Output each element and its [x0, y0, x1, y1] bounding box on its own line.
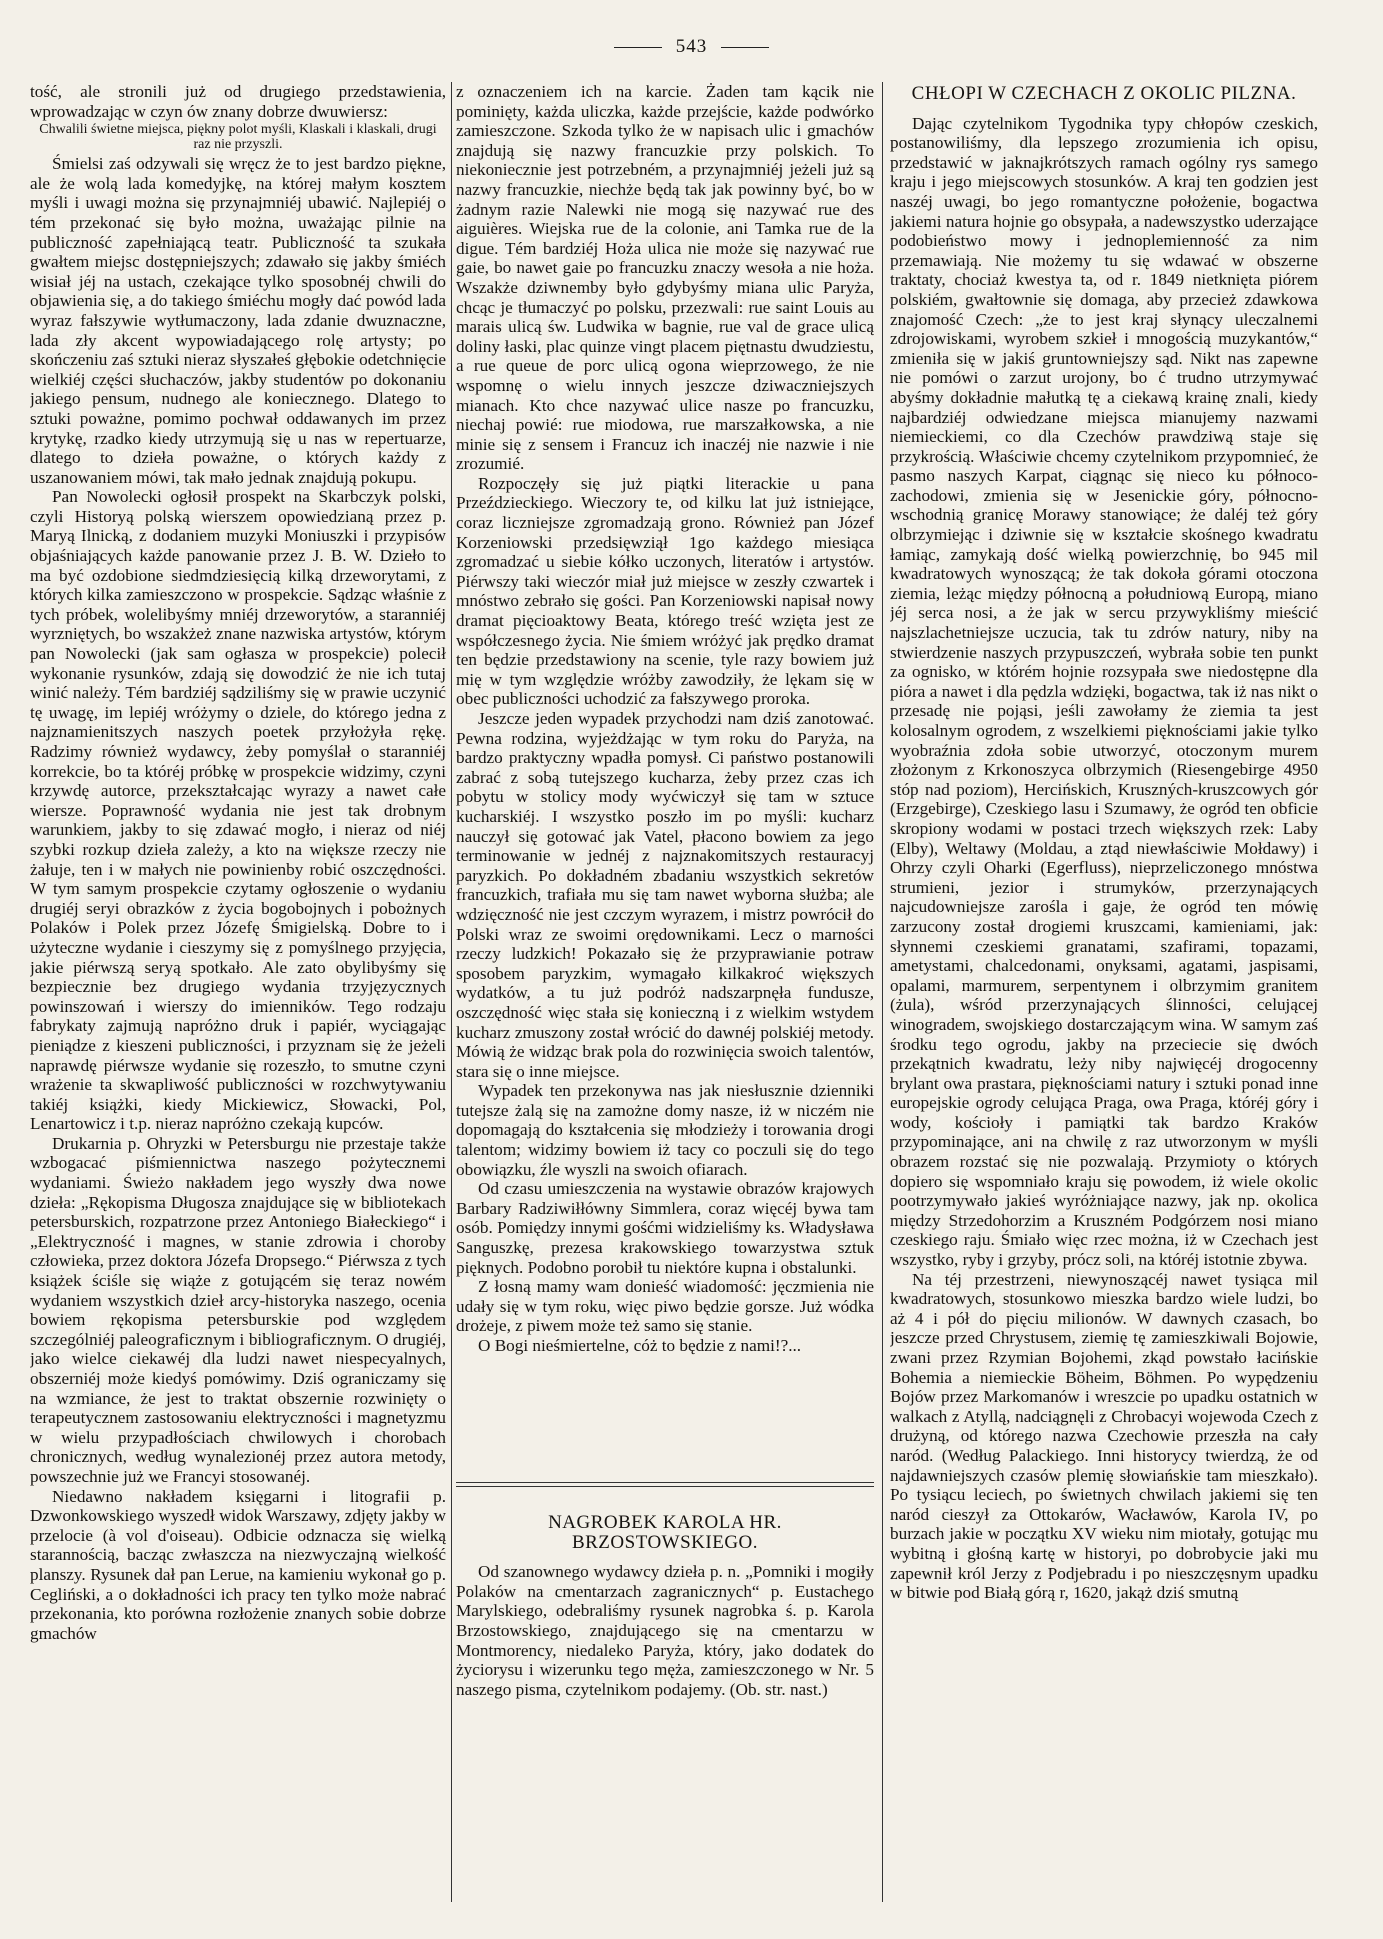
paragraph: z oznaczeniem ich na karcie. Żaden tam kącik nie pominięty, każda uliczka, każde przejście, każde podwórko zamieszczone. Szkoda tylko że w napisach ulic i gmachów znajdują się nazwy francuzkie przy polskich. To niekoniecznie jest potrzebném, a przynajmniéj jeżeli już są nazwy francuzkie, niechże będą tak jak powinny być, bo w żadnym razie Nalewki nie mogą się nazywać rue des aiguières. Wiejska rue de la colonie, ani Tamka rue de la digue. Tém bardziéj Hoża ulica nie może się nazywać rue gaie, bo nawet gaie po francuzku znaczy wesoła a nie hoża. Wszakże dziwnemby było gdybyśmy miana ulic Paryża, chcąc je tłumaczyć po polsku, przezwali: rue saint Louis au marais ulicą św. Ludwika w bagnie, rue val de grace ulicą doliny łaski, plac quinze vingt placem piętnastu dwudziestu, a rue queue de porc ulicą ogona wieprzowego, że nie wspomnę o wielu innych jeszcze dziwaczniejszych mianach. Kto chce nazywać ulice nasze po francuzku, niechaj powié: rue miodowa, rue marszałkowska, a nie minie się z sensem i Francuz ich inaczéj nie nazwie i nie zrozumié. [456, 82, 874, 474]
page-number [0, 36, 1383, 58]
article-heading: CHŁOPI W CZECHACH Z OKOLIC PILZNA. [911, 83, 1297, 104]
paragraph: Śmielsi zaś odzywali się wręcz że to jest bardzo piękne, ale że wolą lada komedyjkę, na której małym kosztem myśli i uwagi można się przynajmniéj ubawić. Najlepiéj o tém przekonać się było można, uważając pilnie na publiczność zapełniającą teatr. Publiczność ta szukała gwałtem miejsc dostępniejszych; zdawało się jakby śmiéch wisiał jéj na ustach, czekające tylko sposobnéj chwili do objawienia się, a do takiego śmiéchu mogły dać powód lada wyraz fałszywie wytłumaczony, lada zdanie dwuznaczne, lada zły akcent wypowiadającego rolę artysty; po skończeniu zaś sztuki nieraz słyszałeś głębokie odetchnięcie wielkiéj części słuchaczów, jakby studentów po dokonaniu jakiego pensum, nudnego ale koniecznego. Dlatego to sztuki poważne, pomimo pochwał oddawanych im przez krytykę, rzadko kiedy utrzymują się u nas w repertuarze, dlatego to dzieła poważne, o których każdy z uszanowaniem mówi, tak mało jednak znajdują pokupu. [30, 154, 446, 487]
paragraph: tość, ale stronili już od drugiego przedstawienia, wprowadzając w czyn ów znany dobrze dwuwiersz: [30, 82, 446, 121]
paragraph: Niedawno nakładem księgarni i litografii p. Dzwonkowskiego wyszedł widok Warszawy, zdjęty jakby w przelocie (à vol d'oiseau). Odbicie odznacza się wielką starannością, bacząc zwłaszcza na niezwyczajną wielkość planszy. Rysunek dał pan Lerue, na kamieniu wykonał go p. Cegliński, a o dokładności ich pracy ten tylko może nabrać przekonania, kto porówna rozłożenie znanych sobie dobrze gmachów [30, 1486, 446, 1643]
column-left [30, 82, 446, 1902]
paragraph: Na téj przestrzeni, niewynoszącéj nawet tysiąca mil kwadratowych, stosunkowo mieszka bardzo wiele ludzi, bo aż 4 i pół do pięciu milionów. W dawnych czasach, bo jeszcze przed Chrystusem, ziemię tę zamieszkiwali Bojowie, zwani przez Rzymian Bojohemi, zkąd powstało łacińskie Bohemia a niemieckie Böheim, Böhmen. Po wypędzeniu Bojów przez Markomanów i wreszcie po upadku ostatnich w walkach z Atyllą, nadciągnęli z Chrobacyi wojewoda Czech z drużyną, od którego nazwa Czechowie przeszła na cały naród. (Według Palackiego. Inni historycy twierdzą, że od najdawniejszych czasów plemię słowiańskie tam mieszkało). Po tysiącu leciech, po świetnych chwilach jakiemi się ten naród cieszył za Ottokarów, Wacławów, Karola IV, po burzach jakie w początku XV wieku nim miotały, gotując mu wybitną i głośną kartę w historyi, po dobrobycie jaki mu zapewnił król Jerzy z Podjebradu i po nieszczęsnym upadku w bitwie pod Białą górą r, 1620, jakąż dziś smutną [890, 1269, 1318, 1603]
paragraph: Od szanownego wydawcy dzieła p. n. „Pomniki i mogiły Polaków na cmentarzach zagranicznych“ p. Eustachego Marylskiego, odebraliśmy rysunek nagrobka ś. p. Karola Brzostowskiego, znajdującego się na cmentarzu w Montmorency, niedaleko Paryża, który, jako dodatek do życiorysu i wizerunku tego męża, zamieszczonego w Nr. 5 naszego pisma, czytelnikom podajemy. (Ob. str. nast.) [456, 1562, 874, 1699]
section-divider [456, 1482, 874, 1483]
paragraph: Wypadek ten przekonywa nas jak niesłusznie dzienniki tutejsze żalą się na zamożne domy nasze, iż w niczém nie dopomagają do kształcenia się młodzieży i torowania drogi talentom; widzimy bowiem iż tacy co poczuli się do tego obowiązku, źle wyszli na swoich ofiarach. [456, 1081, 874, 1179]
column-rule-right [882, 82, 883, 1902]
folio-dash-right [721, 47, 769, 48]
folio-dash-left [614, 47, 662, 48]
article-heading: NAGROBEK KAROLA HR. BRZOSTOWSKIEGO. [548, 1512, 782, 1553]
paragraph: Jeszcze jeden wypadek przychodzi nam dziś zanotować. Pewna rodzina, wyjeżdżając w tym roku do Paryża, na bardzo praktyczny wpadła pomysł. Ci państwo postanowili zabrać z sobą tutejszego kucharza, żeby przez czas ich pobytu w stolicy mody wyćwiczył się tam w sztuce kucharskiéj. I wszystko poszło im po myśli: kucharz nauczył się gotować jak Vatel, płacono bowiem za jego terminowanie w jednéj z najznakomitszych restauracyj paryzkich. Po dokładném zbadaniu wszystkich sekretów francuzkich, trafiała mu się tam nawet wyborna służba; ale wdzięczność nie jest czczym wyrazem, i mistrz powrócił do Polski wraz ze swoimi orędownikami. Lecz o marności rzeczy ludzkich! Pokazało się że przyprawianie potraw sposobem paryzkim, wymagało kilkakroć większych wydatków, a tu już podróż nadszarpnęła fundusze, oszczędność więc stała się konieczną i z wielkim wstydem kucharz zmuszony został wrócić do dawnéj polskiéj metody. Mówią że widząc brak pola do rozwinięcia swoich talentów, stara się o inne miejsce. [456, 709, 874, 1081]
paragraph: Rozpoczęły się już piątki literackie u pana Przeździeckiego. Wieczory te, od kilku lat już istniejące, coraz liczniejsze zgromadzają grono. Również pan Józef Korzeniowski przedsięwziął 1go każdego miesiąca zgromadzać u siebie kółko uczonych, literatów i artystów. Piérwszy taki wieczór miał już miejsce w zeszły czwartek i mnóstwo zebrało się gości. Pan Korzeniowski napisał nowy dramat pięcioaktowy Beata, którego treść wzięta jest ze współczesnego życia. Nie śmiem wróżyć jak prędko dramat ten będzie przedstawiony na scenie, tyle razy bowiem już mię w tym względzie wróżby zawodziły, że lękam się w obec publiczności uchodzić za fałszywego proroka. [456, 473, 874, 709]
verse-quote: Chwalili świetne miejsca, piękny polot myśli, Klaskali i klaskali, drugi raz nie przyszli. [39, 122, 437, 153]
paragraph: Pan Nowolecki ogłosił prospekt na Skarbczyk polski, czyli Historyą polską wierszem opowiedzianą przez p. Maryą Ilnicką, z dodaniem muzyki Moniuszki i przypisów objaśniających każde panowanie przez J. B. W. Dzieło to ma być ozdobione siedmdziesięcią kilką drzeworytami, z których kilka zamieszczono w prospekcie. Sądząc właśnie z tych próbek, wolelibyśmy mniéj drzeworytów, a staranniéj wyrzniętych, bo wszakżeż znane nazwiska artystów, którym pan Nowolecki (jak sam ogłasza w prospekcie) polecił wykonanie rysunków, zdają się dowodzić że nie ich tutaj winić należy. Tém bardziéj sądziliśmy się w prawie uczynić tę uwagę, im lepiéj wróżymy o dziele, do którego jedna z najznamienitszych naszych poetek przyłożyła rękę. Radzimy również wydawcy, żeby pomyślał o staranniéj korrekcie, bo ta któréj próbkę w prospekcie widzimy, czyni krzywdę autorce, przekształcając wyrazy a nawet całe wiersze. Poprawność wydania nie jest tak drobnym warunkiem, jakby to się zdawać mogło, i nieraz od niéj szybki rozkup dzieła zależy, a kto na większe rzeczy nie żałuje, ten i w małych nie powinienby robić oszczędności. W tym samym prospekcie czytamy ogłoszenie o wydaniu drugiéj seryi obrazków z życia bogobojnych i pobożnych Polaków i Polek przez Józefę Śmigielską. Dobre to i użyteczne wydanie i cieszymy się z pomyślnego przyjęcia, jakie piérwszą seryą spotkało. Ale zato obylibyśmy się bezpiecznie bez drugiego wydania trzyjęzycznych powinszowań i wierszy do imienników. Tego rodzaju fabrykaty zajmują napróżno druk i papiér, wyciągając pieniądze z kieszeni publiczności, i przyznam się że jeżeli naprawdę piérwsze wydanie się rozeszło, to smutne czyni wrażenie ta skwapliwość publiczności w rozchwytywaniu takiéj książki, kiedy Mickiewicz, Słowacki, Pol, Lenartowicz i t.p. nieraz napróżno czekają kupców. [30, 487, 446, 1134]
section-divider-2 [456, 1486, 874, 1487]
page-number-text: 543 [675, 36, 708, 57]
paragraph: Od czasu umieszczenia na wystawie obrazów krajowych Barbary Radziwiłłówny Simmlera, coraz więcéj bywa tam osób. Pomiędzy innymi gośćmi widzieliśmy ks. Władysława Sanguszkę, prezesa krakowskiego towarzystwa sztuk pięknych. Podobno porobił tu niektóre kupna i obstalunki. [456, 1179, 874, 1277]
paragraph: O Bogi nieśmiertelne, cóż to będzie z nami!?... [478, 1336, 802, 1355]
column-rule-left [451, 82, 452, 1902]
column-right [890, 82, 1318, 1902]
paragraph: Drukarnia p. Ohryzki w Petersburgu nie przestaje także wzbogacać piśmiennictwa naszego pożytecznemi wydaniami. Świeżo nakładem jego wyszły dwa nowe dzieła: „Rękopisma Długosza znajdujące się w bibliotekach petersburskich, rozpatrzone przez Antoniego Białeckiego“ i „Elektryczność i magnes, w stanie zdrowia i choroby człowieka, przez doktora Józefa Dropsego.“ Piérwsza z tych książek ściśle się wiąże z gotującém się teraz nowém wydaniem wszystkich dzieł arcy-historyka naszego, ocenia bowiem rękopisma petersburskie pod względem szczególniéj paleograficznym i bibliograficznym. O drugiéj, jako wielce ciekawéj dla ludzi nawet niespecyalnych, obszerniéj może kiedyś pomówimy. Dziś ograniczamy się na wzmiance, że jest to traktat obszernie rozwinięty o terapeutycznem zastosowaniu elektryczności i magnetyzmu w wielu przypadłościach chwilowych i chorobach chronicznych, według wynalezionéj przez autora metody, powszechnie już we Francyi stosowanéj. [30, 1133, 446, 1486]
paragraph: Dając czytelnikom Tygodnika typy chłopów czeskich, postanowiliśmy, dla lepszego zrozumienia ich opisu, przedstawić w jaknajkrótszych ramach ogólny rys samego kraju i jego miejscowych stosunków. A kraj ten godzien jest naszéj uwagi, bo jego romantyczne położenie, bogactwa jakiemi natura hojnie go obsypała, a nadewszystko uderzające podobieństwo mowy i jednoplemienność za nim przemawiają. Nie możemy tu się wdawać w obszerne traktaty, chociaż kwestya ta, od r. 1849 nietknięta piórem polskiém, gwałtownie się domaga, aby przecież zdawkowa znajomość Czech: „że to jest kraj słynący uleczalnemi zdrojowiskami, wyrobem szkieł i mnogością muzykantów,“ zmieniła się w jakiś gruntowniejszy sąd. Nikt nas zapewne nie pomówi o zarzut urojony, bo ć trudno utrzymywać abyśmy dokładnie małutką tę a ciekawą krainę znali, kiedy najbardziéj odwiedzane miejsca mianujemy nazwami niemieckiemi, co dla Czechów prawdziwą staje się przykrością. Właściwie chcemy czytelnikom przypomnieć, że pasmo naszych Karpat, ciągnąc się nieco ku północo-zachodowi, zmienia się w Jesenickie góry, północno-wschodnią granicę Morawy stanowiące; że daléj też góry olbrzymiejąc i dziwnie się w kształcie skośnego kwadratu łamiąc, zamykają dość wielką powierzchnię, bo 945 mil kwadratowych wynoszącą; że tak dokoła górami otoczona ziemia, leżąc między północną a południową Europą, miano jéj serca nosi, a że jak w sercu przywykliśmy mieścić najszlachetniejsze uczucia, tak tu zdrów natury, niby na stwierdzenie naszych przypuszczeń, wybrała sobie ten punkt za ognisko, w którém hojnie rozsypała swe niedostępne dla pióra a nawet i dla pędzla wdzięki, bogactwa, tak iż nas nikt o przesadę nie pojąsi, jeśli zawołamy że ziemia ta jest kolosalnym ogrodem, z wszelkiemi pięknościami jakie tylko wyobraźnia zdoła sobie utworzyć, otoczonym murem złożonym z Krkonoszyca olbrzymich (Riesengebirge 4950 stóp nad poziom), Hercińskich, Kruszných-kruszcowych gór (Erzgebirge), Czeskiego lasu i Szumawy, że ogród ten obficie skropiony wodami w postaci trzech większych rzek: Laby (Elby), Weltawy (Moldau, a ztąd niewłaściwie Mołdawy) i Ohrzy czyli Oharki (Egerfluss), nieprzeliczonego mnóstwa strumieni, jezior i strumyków, przerzynających najcudowniejsze zarośla i gaje, że ogród ten mówię zarzucony został drogiemi kruszcami, kamieniami, jak: słynnemi czeskiemi granatami, szafirami, topazami, ametystami, chalcedonami, onyksami, agatami, jaspisami, opalami, marmurem, serpentynem i olbrzymim granitem (żula), wśród przerzynających ślinności, celującej winogradem, swojskiego dostarczającym wina. W samym zaś środku tego ogrodu, jakby na przeciecie się dwóch przekątnich kwadratu, leży niby najwięcéj drogocenny brylant owa prastara, pięknościami natury i sztuki ponad inne europejskie ogrody celująca Praga, owa Praga, któréj góry i wody, kościoły i pamiątki tak bardzo Kraków przypominające, ani na chwilę z raz utworzonym w myśli obrazem rozstać się nie pozwalają. Przymioty o których dopiero się wspomniało kraju się powodem, iż wiele okolic pootrzymywało jakieś wyróżniające nazwy, jak np. okolica między Strzedohorzim a Kruszném Podgórzem nosi miano czeskiego raju. Śmiało więc rzec można, iż w Czechach jest wszystko, ryby i grzyby, prócz soli, na któréj istotnie zbywa. [890, 113, 1318, 1270]
article-nagrobek [456, 1505, 874, 1902]
paragraph: Z łosną mamy wam donieść wiadomość: jęczmienia nie udały się w tym roku, więc piwo będzie gorsze. Już wódka drożeje, z piwem może też samo się stanie. [456, 1277, 874, 1336]
column-middle [456, 82, 874, 1482]
